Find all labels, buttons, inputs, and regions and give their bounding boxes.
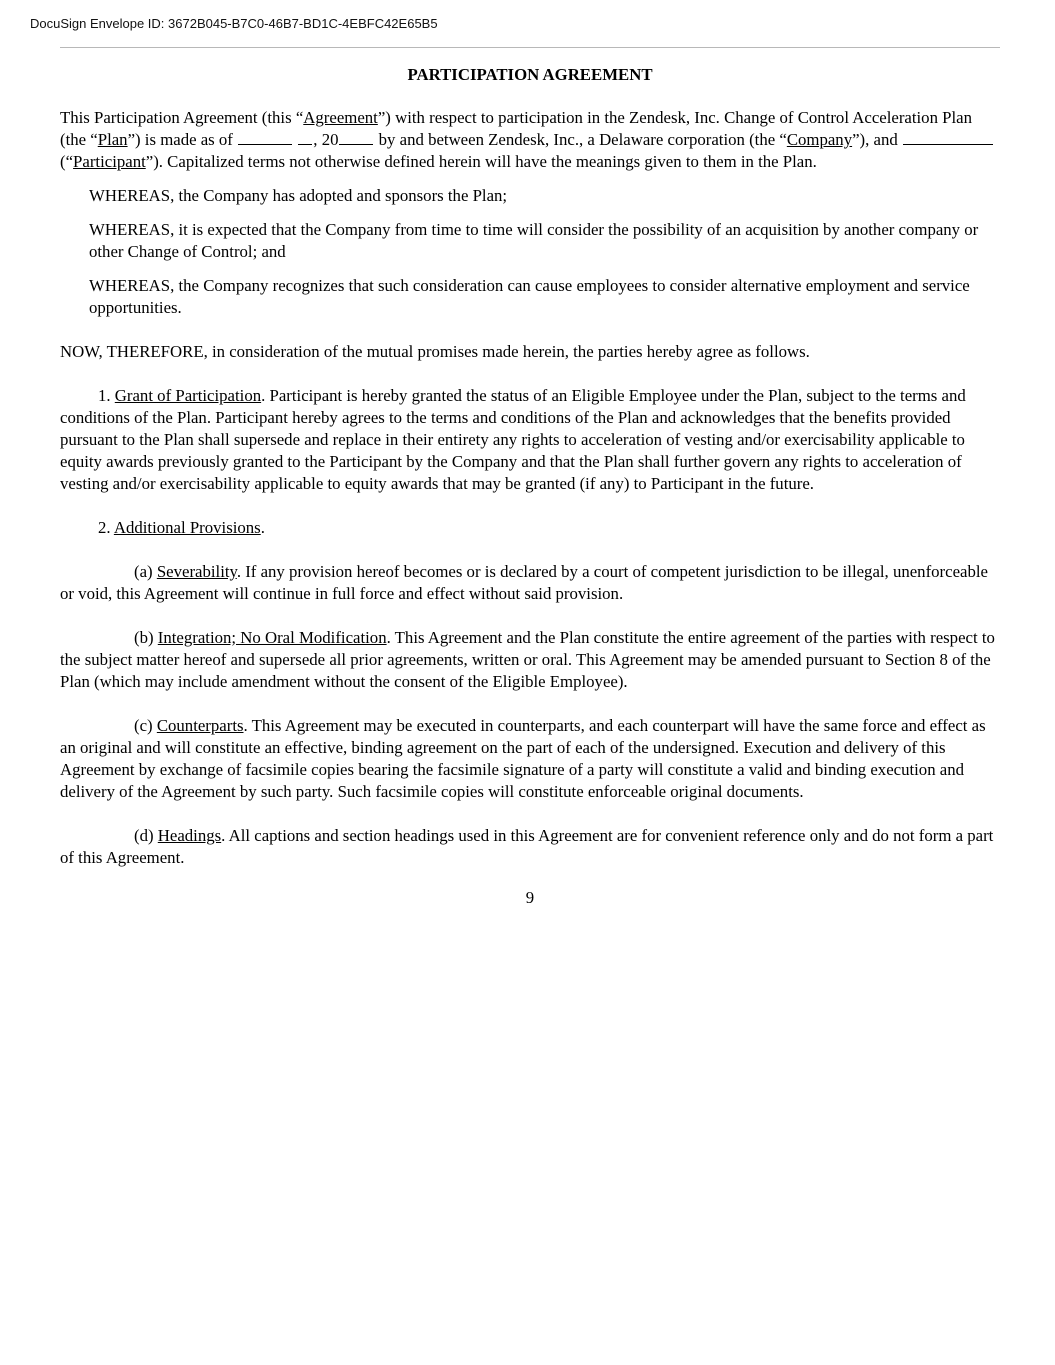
subsection-heading: Integration; No Oral Modification [157,628,387,647]
section-number: 1. [98,386,115,405]
subsection-heading: Headings [157,826,222,845]
intro-text-5: by and between Zendesk, Inc., a Delaware corporation (the “ [374,130,787,149]
defined-term-agreement: Agreement [303,108,378,127]
date-year-blank[interactable] [339,130,373,145]
intro-text-8: ”). Capitalized terms not otherwise defined herein will have the meanings given to them in the Plan. [145,152,817,171]
header-divider [60,47,1000,48]
subsection-label: (d) [134,826,158,845]
intro-paragraph [60,107,1000,173]
subsection-c-counterparts [60,715,1000,803]
subsection-heading: Counterparts [156,716,244,735]
section-heading: Additional Provisions [113,518,261,537]
subsection-text: . This Agreement and the Plan constitute the entire agreement of the parties with respect to the subject matter hereof and supersede all prior agreements, written or oral. This Agreement may be amended pursuant to Section 8 of the Plan (which may include amendment without the consent of the Eligible Employee). [60,628,995,691]
now-therefore-clause: NOW, THEREFORE, in consideration of the mutual promises made herein, the parties hereby agree as follows. [60,342,810,361]
subsection-text: . This Agreement may be executed in counterparts, and each counterpart will have the same force and effect as an original and will constitute an effective, binding agreement on the part of each of the undersigned. Execution and delivery of this Agreement by exchange of facsimile copies bearing the facsimile signature of a party will constitute a valid and binding execution and delivery of the Agreement by such party. Such facsimile copies will constitute enforceable original documents. [60,716,986,801]
subsection-text: . If any provision hereof becomes or is declared by a court of competent jurisdiction to be illegal, unenforceable or void, this Agreement will continue in full force and effect without said provision. [60,562,988,603]
section-2-additional-provisions [60,517,1000,539]
whereas-clause-3: WHEREAS, the Company recognizes that such consideration can cause employees to consider alternative employment and service opportunities. [89,276,970,317]
section-heading: Grant of Participation [114,386,262,405]
page-number: 9 [525,888,535,907]
subsection-label: (c) [134,716,157,735]
defined-term-company: Company [786,130,853,149]
subsection-d-headings [60,825,1000,869]
intro-text-2: ”) with respect to participation in the Zendesk, Inc. Change of Control Acceleration Plan (the “ [60,108,972,149]
document-page [60,64,1000,909]
section-number: 2. [98,518,114,537]
participant-name-blank[interactable] [903,130,993,145]
section-1-grant-of-participation [60,385,1000,495]
subsection-a-severability [60,561,1000,605]
date-month-blank[interactable] [238,130,292,145]
intro-text-7: (“ [60,152,74,171]
defined-term-plan: Plan [97,130,128,149]
date-day-blank[interactable] [298,130,312,145]
intro-text-1: This Participation Agreement (this “ [60,108,304,127]
intro-text-6: ”), and [852,130,902,149]
subsection-heading: Severability [156,562,237,581]
defined-term-participant: Participant [73,152,146,171]
section-text: . Participant is hereby granted the status of an Eligible Employee under the Plan, subject to the terms and conditions of the Plan. Participant hereby agrees to the terms and conditions of the Plan and acknowledges that the benefits provided pursuant to the Plan shall supersede and replace in their entirety any rights to acceleration of vesting and/or exercisability applicable to equity awards previously granted to the Participant by the Company and that the Plan shall further govern any rights to acceleration of vesting and/or exercisability applicable to equity awards that may be granted (if any) to Participant in the future. [60,386,966,493]
intro-text-3: ”) is made as of [127,130,238,149]
section-text: . [260,518,265,537]
subsection-label: (b) [134,628,158,647]
whereas-clause-2: WHEREAS, it is expected that the Company from time to time will consider the possibility of an acquisition by another company or other Change of Control; and [89,220,979,261]
intro-text-4: , 20 [313,130,339,149]
whereas-clause-1: WHEREAS, the Company has adopted and sponsors the Plan; [89,186,508,205]
docusign-envelope-id: DocuSign Envelope ID: 3672B045-B7C0-46B7-BD1C-4EBFC42E65B5 [30,16,438,31]
subsection-text: . All captions and section headings used in this Agreement are for convenient reference only and do not form a part of this Agreement. [60,826,994,867]
subsection-label: (a) [134,562,157,581]
page-title: PARTICIPATION AGREEMENT [407,65,653,84]
subsection-b-integration [60,627,1000,693]
